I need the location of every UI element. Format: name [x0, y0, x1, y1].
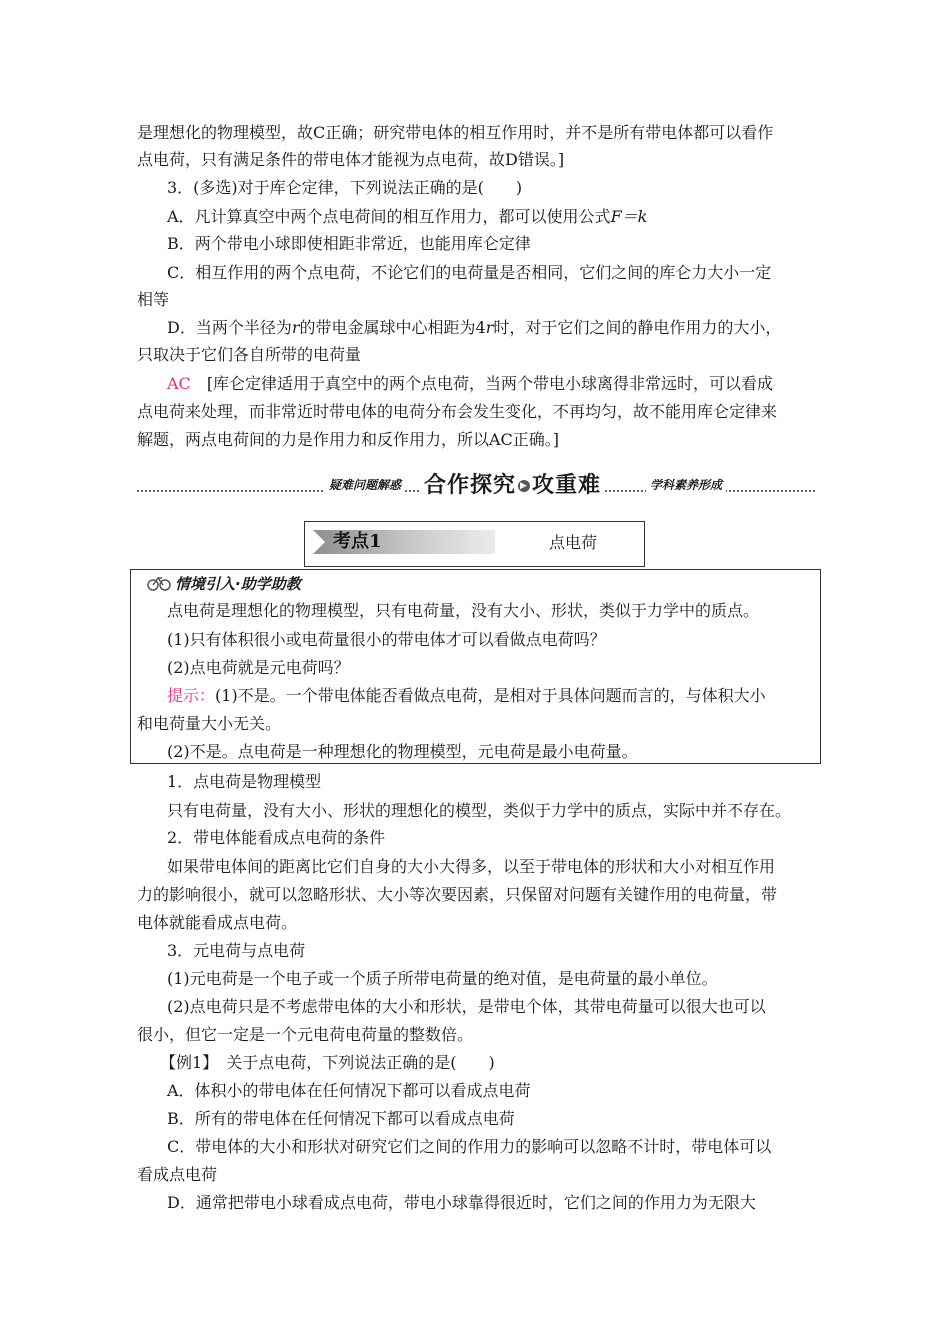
text-line: 点电荷，只有满足条件的带电体才能视为点电荷，故D错误。]	[137, 150, 565, 169]
explanation-line: 点电荷来处理，而非常近时带电体的电荷分布会发生变化，不再均匀，故不能用库仑定律来	[137, 402, 778, 421]
scenario-intro: 点电荷是理想化的物理模型，只有电荷量，没有大小、形状，类似于力学中的质点。	[167, 601, 760, 620]
example-option-d: D．通常把带电小球看成点电荷，带电小球靠得很近时，它们之间的作用力为无限大	[167, 1193, 756, 1212]
scenario-hint: 提示：(1)不是。一个带电体能否看做点电荷，是相对于具体问题而言的，与体积大小	[167, 686, 766, 705]
topic-tag-label: 考点1	[333, 531, 382, 552]
formula: F＝k	[610, 207, 648, 226]
point-text: 很小，但它一定是一个元电荷电荷量的整数倍。	[137, 1025, 474, 1044]
topic-tag	[313, 530, 495, 554]
answer-explanation: AC [库仑定律适用于真空中的两个点电荷，当两个带电小球离得非常远时，可以看成	[167, 374, 774, 393]
text-line: 是理想化的物理模型，故C正确；研究带电体的相互作用时，并不是所有带电体都可以看作	[137, 123, 774, 142]
banner-right: 学科素养形成	[646, 476, 726, 493]
option-b: B．两个带电小球即使相距非常近，也能用库仑定律	[167, 234, 531, 253]
option-c: C．相互作用的两个点电荷，不论它们的电荷量是否相同，它们之间的库仑力大小一定	[167, 263, 772, 282]
arrow-icon: ▶	[518, 480, 530, 492]
scenario-q1: (1)只有体积很小或电荷量很小的带电体才可以看做点电荷吗？	[167, 630, 606, 649]
scenario-q2: (2)点电荷就是元电荷吗？	[167, 658, 350, 677]
example-option-c-cont: 看成点电荷	[137, 1165, 218, 1184]
bicycle-icon	[147, 575, 171, 591]
point-text: 如果带电体间的距离比它们自身的大小大得多，以至于带电体的形状和大小对相互作用	[167, 857, 776, 876]
option-d-cont: 只取决于它们各自所带的电荷量	[137, 345, 362, 364]
example-label: 【例1】	[160, 1053, 211, 1072]
point-text: 电体就能看成点电荷。	[137, 913, 298, 932]
example-option-a: A．体积小的带电体在任何情况下都可以看成点电荷	[167, 1081, 531, 1100]
point-text: (2)点电荷只是不考虑带电体的大小和形状，是带电个体，其带电荷量可以很大也可以	[167, 997, 766, 1016]
point-title: 3．元电荷与点电荷	[167, 941, 306, 960]
point-text: 只有电荷量，没有大小、形状的理想化的模型，类似于力学中的质点，实际中并不存在。	[167, 801, 792, 820]
banner-left: 疑难问题解惑	[325, 476, 405, 493]
scenario-hint-2: (2)不是。点电荷是一种理想化的物理模型，元电荷是最小电荷量。	[167, 742, 638, 761]
scenario-hint-cont: 和电荷量大小无关。	[137, 714, 282, 733]
example-option-c: C．带电体的大小和形状对研究它们之间的作用力的影响可以忽略不计时，带电体可以	[167, 1137, 772, 1156]
point-title: 1．点电荷是物理模型	[167, 772, 322, 791]
tag-wedge	[313, 530, 325, 554]
option-c-cont: 相等	[137, 290, 170, 309]
banner-title: 合作探究 ▶ 攻重难	[420, 468, 605, 499]
option-a: A．凡计算真空中两个点电荷间的相互作用力，都可以使用公式F＝k	[167, 207, 648, 226]
example-option-b: B．所有的带电体在任何情况下都可以看成点电荷	[167, 1109, 515, 1128]
question-stem: 3．(多选)对于库仑定律，下列说法正确的是( )	[167, 178, 523, 197]
topic-title: 点电荷	[549, 533, 598, 552]
point-title: 2．带电体能看成点电荷的条件	[167, 828, 386, 847]
example-stem: 【例1】 关于点电荷，下列说法正确的是( )	[160, 1053, 495, 1072]
point-text: (1)元电荷是一个电子或一个质子所带电荷量的绝对值，是电荷量的最小单位。	[167, 969, 718, 988]
option-d: D．当两个半径为r的带电金属球中心相距为4r时，对于它们之间的静电作用力的大小，	[167, 318, 782, 337]
answer: AC	[167, 374, 191, 393]
scenario-heading: 情境引入·助学助教	[175, 575, 301, 593]
section-banner	[137, 468, 815, 496]
hint-label: 提示：	[167, 686, 216, 705]
topic-box	[304, 521, 645, 567]
point-text: 力的影响很小，就可以忽略形状、大小等次要因素，只保留对问题有关键作用的电荷量，带	[137, 885, 778, 904]
explanation-line: 解题，两点电荷间的力是作用力和反作用力，所以AC正确。]	[137, 430, 560, 449]
